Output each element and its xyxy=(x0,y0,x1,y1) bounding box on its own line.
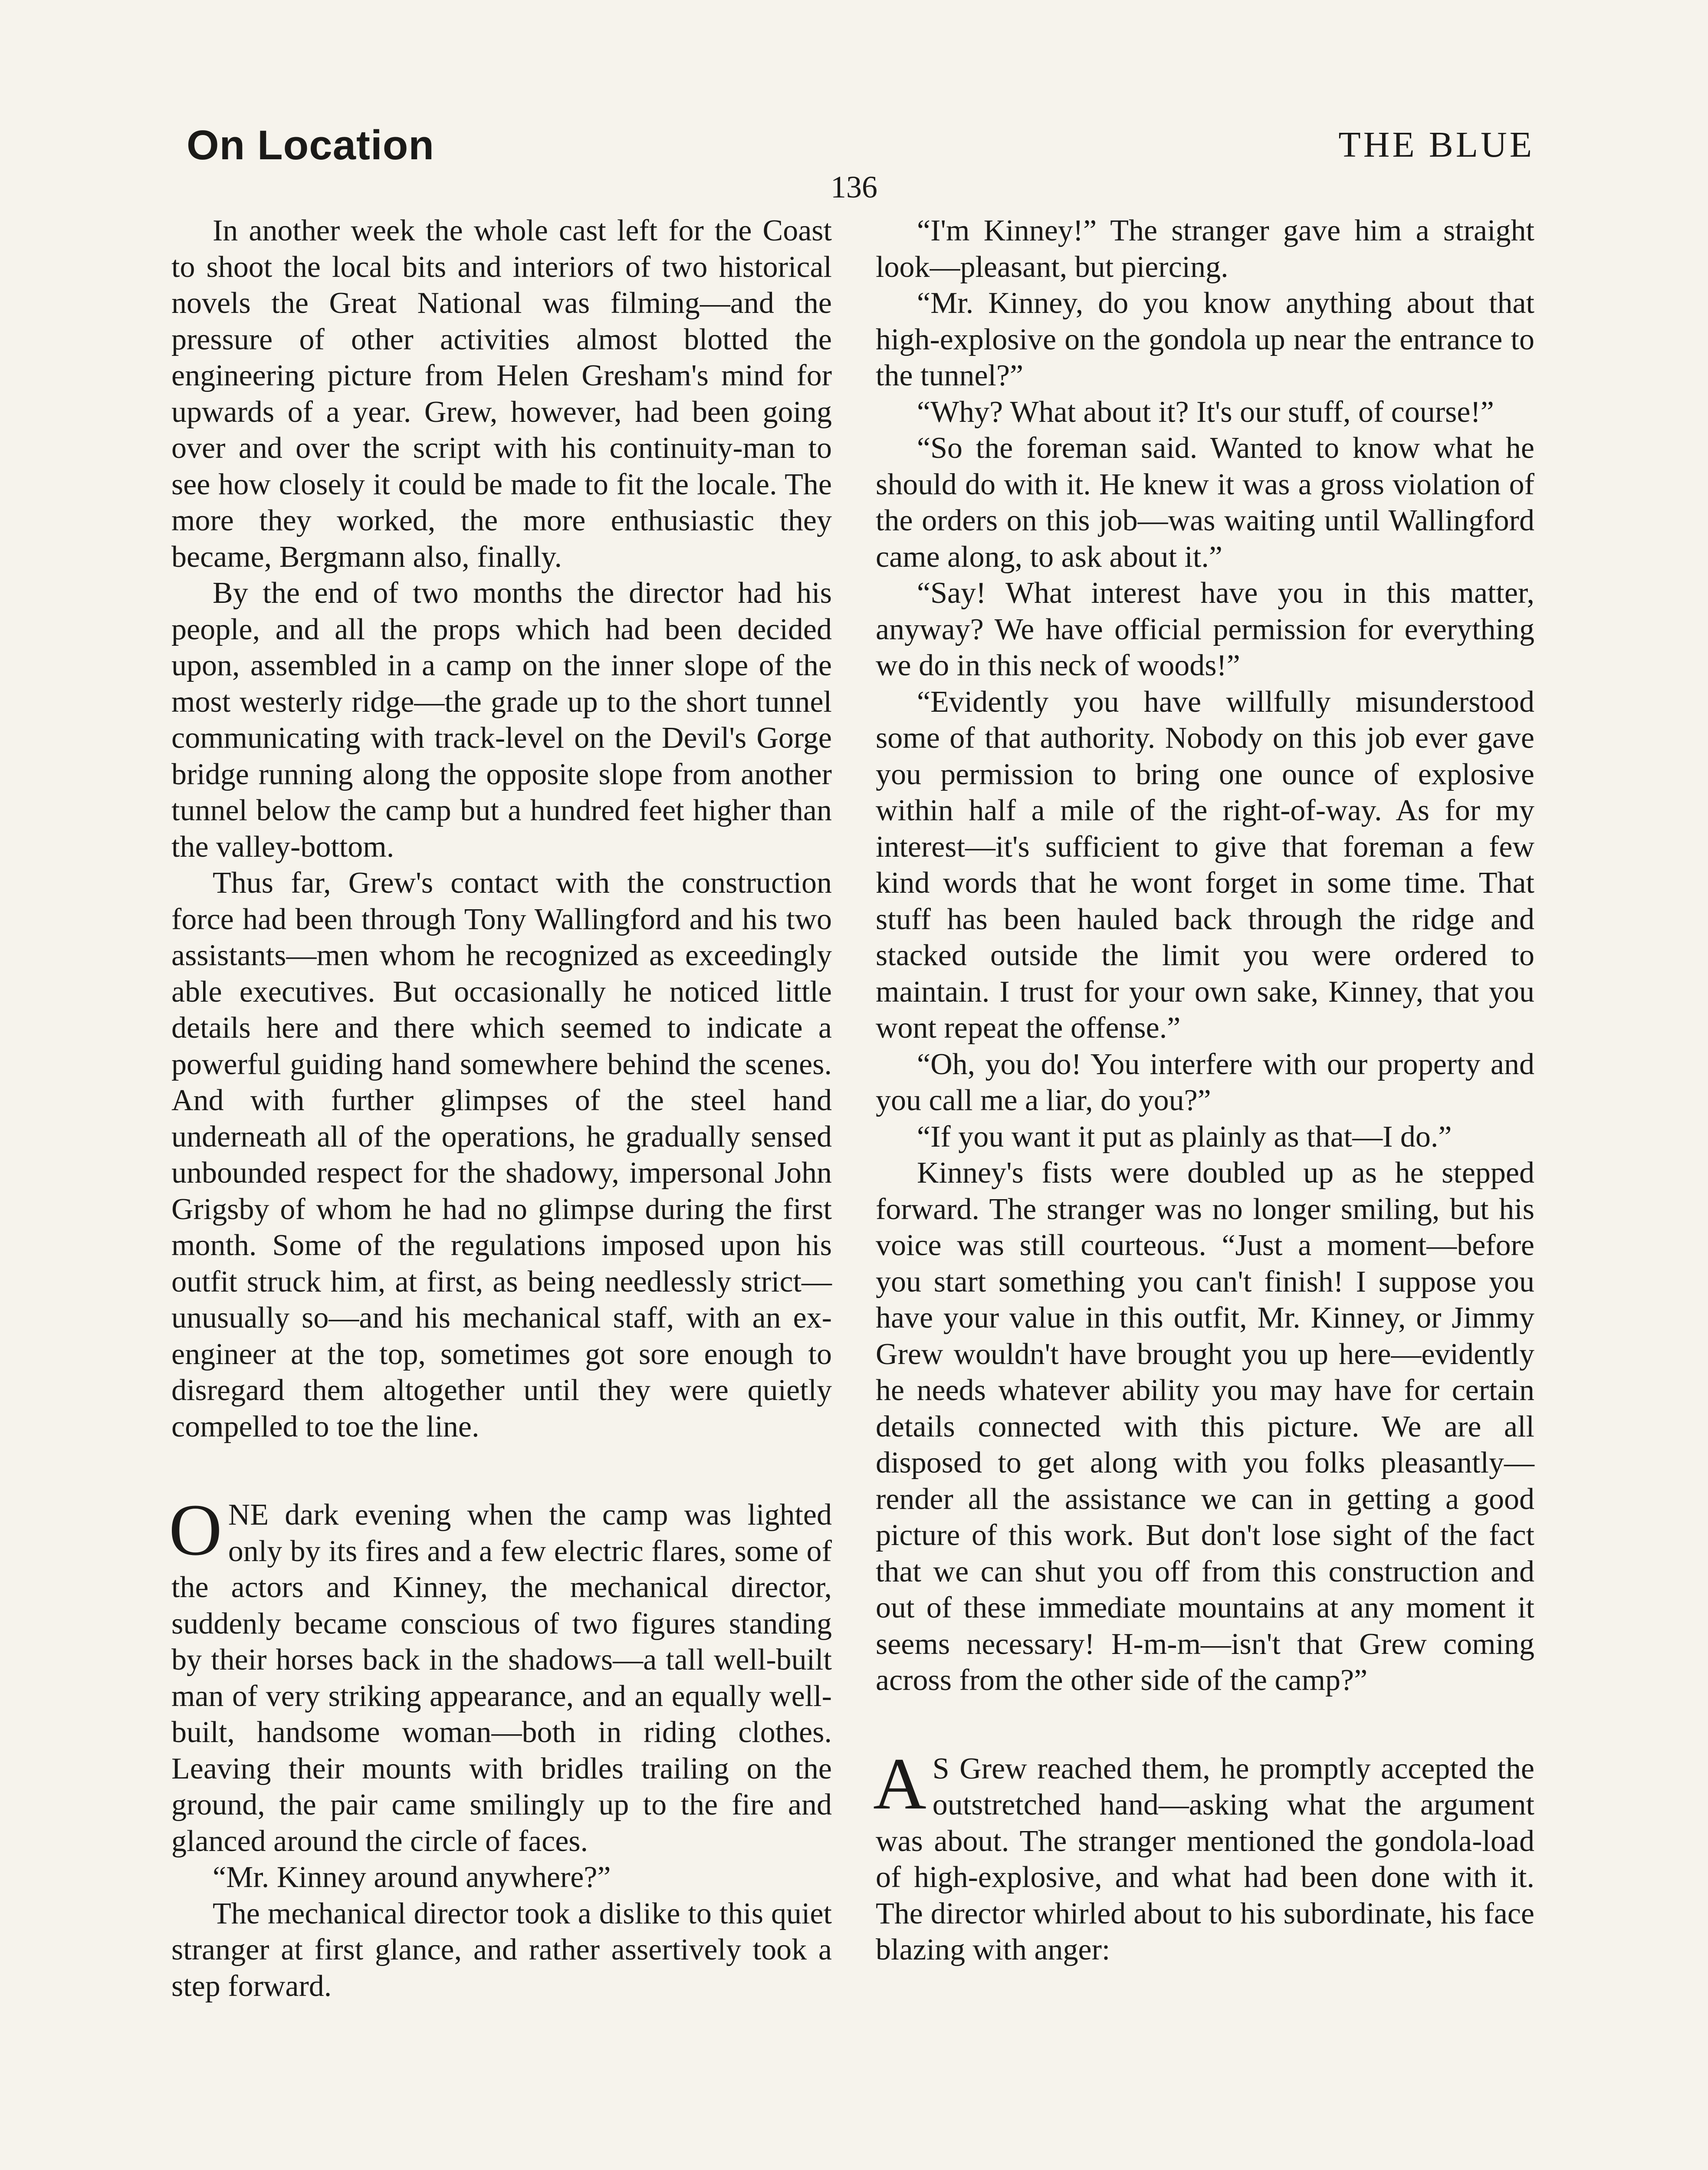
running-head-section-title: On Location xyxy=(187,122,434,168)
paragraph: In another week the whole cast left for the Coast to shoot the local bits and interiors of two historical novels the Great National was filming—and the pressure of other activities almost blotted the engineering picture from Helen Gresham's mind for upwards of a year. Grew, however, had been going over and over the script with his continuity-man to see how closely it could be made to fit the locale. The more they worked, the more enthusiastic they became, Bergmann also, finally. xyxy=(171,214,832,574)
paragraph: “I'm Kinney!” The stranger gave him a straight look—pleasant, but piercing. xyxy=(876,214,1534,284)
drop-cap: A xyxy=(873,1743,926,1825)
paragraph: “So the foreman said. Wanted to know what he should do with it. He knew it was a gross violation of the orders on this job—was waiting until Wallingford came along, to ask about it.” xyxy=(876,431,1534,574)
paragraph: The mechanical director took a dislike to this quiet stranger at first glance, and rather assertively took a step forward. xyxy=(171,1897,832,2003)
paragraph-text: Grew reached them, he promptly accepted the outstretched hand—asking what the argument was about. The stranger mentioned the gondola-load of high-explosive, and what had been done with it. The director whirled about to his subordinate, his face blazing with anger: xyxy=(876,1752,1534,1966)
paragraph: “Mr. Kinney around anywhere?” xyxy=(213,1861,611,1894)
page-header xyxy=(0,0,1708,204)
paragraph-with-drop-cap xyxy=(169,1489,832,1859)
lead-in-caps: NE xyxy=(228,1498,269,1532)
paragraph: “If you want it put as plainly as that—I do.” xyxy=(917,1120,1452,1154)
paragraph-with-drop-cap xyxy=(873,1743,1534,1968)
left-text-column xyxy=(171,213,832,2004)
paragraph: “Mr. Kinney, do you know anything about that high-explosive on the gondola up near the entrance to the tunnel?” xyxy=(876,286,1534,392)
page-number: 136 xyxy=(831,170,877,204)
paragraph: “Oh, you do! You interfere with our property and you call me a liar, do you?” xyxy=(876,1047,1534,1117)
paragraph: “Evidently you have willfully misunderstood some of that authority. Nobody on this job ever gave you permission to bring one ounce of explosive within half a mile of the right-of-way. As for my interest—it's sufficient to give that foreman a few kind words that he wont forget in some time. That stuff has been hauled back through the ridge and stacked outside the limit you were ordered to maintain. I trust for your own sake, Kinney, that you wont repeat the offense.” xyxy=(876,685,1534,1045)
paragraph: “Why? What about it? It's our stuff, of course!” xyxy=(917,395,1494,429)
paragraph: “Say! What interest have you in this matter, anyway? We have official permission for everything we do in this neck of woods!” xyxy=(876,576,1534,682)
paragraph: Kinney's fists were doubled up as he stepped forward. The stranger was no longer smiling, but his voice was still courteous. “Just a moment—before you start something you can't finish! I suppose you have your value in this outfit, Mr. Kinney, or Jimmy Grew wouldn't have brought you up here—evidently he needs whatever ability you may have for certain details connected with this picture. We are all disposed to get along with you folks pleasantly—render all the assistance we can in getting a good picture of this work. But don't lose sight of the fact that we can shut you off from this construction and out of these immediate mountains at any moment it seems necessary! H-m-m—isn't that Grew coming across from the other side of the camp?” xyxy=(876,1156,1534,1697)
lead-in-caps: S xyxy=(932,1752,949,1785)
paragraph-text: dark evening when the camp was lighted only by its fires and a few electric flares, some of the actors and Kinney, the mechanical director, suddenly became conscious of two figures standing by their horses back in the shadows—a tall well-built man of very striking appearance, and an equally well-built, handsome woman—both in riding clothes. Leaving their mounts with bridles trailing on the ground, the pair came smilingly up to the fire and glanced around the circle of faces. xyxy=(171,1498,832,1858)
drop-cap: O xyxy=(169,1489,222,1571)
right-text-column xyxy=(873,213,1534,1968)
paragraph: By the end of two months the director had his people, and all the props which had been decided upon, assembled in a camp on the inner slope of the most westerly ridge—the grade up to the short tunnel communicating with track-level on the Devil's Gorge bridge running along the opposite slope from another tunnel below the camp but a hundred feet higher than the valley-bottom. xyxy=(171,576,832,864)
running-head-magazine-title: THE BLUE xyxy=(1338,125,1534,165)
paragraph: Thus far, Grew's contact with the construction force had been through Tony Wallingford and his two assistants—men whom he recognized as exceedingly able executives. But occasionally he noticed little details here and there which seemed to indicate a powerful guiding hand somewhere behind the scenes. And with further glimpses of the steel hand underneath all of the operations, he gradually sensed unbounded respect for the shadowy, impersonal John Grigsby of whom he had no glimpse during the first month. Some of the regulations imposed upon his outfit struck him, at first, as being needlessly strict—unusually so—and his mechanical staff, with an ex-engineer at the top, sometimes got sore enough to disregard them altogether until they were quietly compelled to toe the line. xyxy=(171,866,832,1443)
